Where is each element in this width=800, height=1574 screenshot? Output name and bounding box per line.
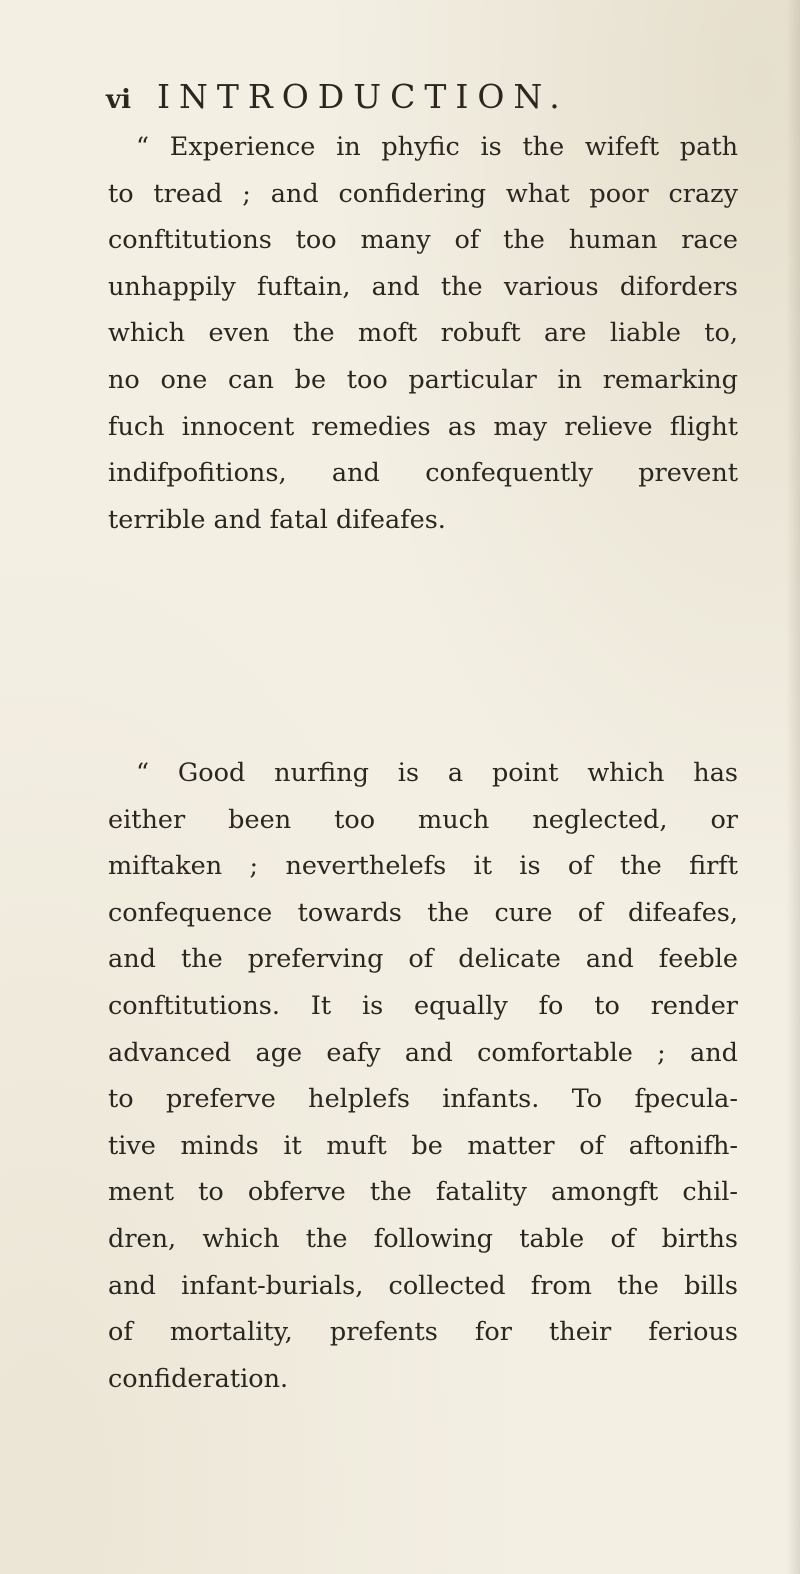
text-line: and infant-burials, collected from the bills — [108, 1270, 738, 1301]
page-title: INTRODUCTION. — [156, 77, 569, 116]
text-line: dren, which the following table of births — [108, 1223, 738, 1254]
text-line: confideration. — [108, 1363, 289, 1394]
text-line: “ Good nurfing is a point which has — [136, 758, 738, 788]
text-line: “ Experience in phyfic is the wifeft path — [136, 132, 738, 162]
text-line: conftitutions too many of the human race — [108, 225, 738, 256]
text-line: which even the moft robuft are liable to, — [108, 318, 738, 349]
paragraph-experience — [108, 124, 738, 543]
text-line: indifpofitions, and confequently prevent — [108, 458, 738, 489]
text-line: confequence towards the cure of difeafes, — [108, 897, 738, 928]
text-line: tive minds it muft be matter of aftonifh- — [108, 1130, 738, 1161]
text-line: miftaken ; neverthelefs it is of the firft — [108, 851, 738, 882]
page-edge-shadow — [786, 0, 800, 1574]
text-line: terrible and fatal difeafes. — [108, 504, 446, 535]
text-line: and the preferving of delicate and feeble — [108, 944, 738, 975]
text-line: conftitutions. It is equally fo to render — [108, 990, 738, 1021]
text-line: ment to obferve the fatality amongft chil- — [108, 1177, 738, 1208]
text-line: advanced age eafy and comfortable ; and — [108, 1037, 738, 1068]
text-line: either been too much neglected, or — [108, 804, 738, 835]
text-line: of mortality, prefents for their ferious — [108, 1317, 738, 1348]
text-line: to preferve helplefs infants. To fpecula- — [108, 1084, 738, 1115]
text-line: fuch innocent remedies as may relieve flight — [108, 411, 738, 442]
paragraph-good-nursing — [108, 750, 738, 1402]
text-line: to tread ; and confidering what poor crazy — [108, 178, 738, 209]
page-number: vi — [106, 85, 131, 115]
text-line: no one can be too particular in remarking — [108, 364, 738, 395]
running-head — [106, 72, 746, 122]
text-line: unhappily fuftain, and the various diforders — [108, 271, 738, 302]
